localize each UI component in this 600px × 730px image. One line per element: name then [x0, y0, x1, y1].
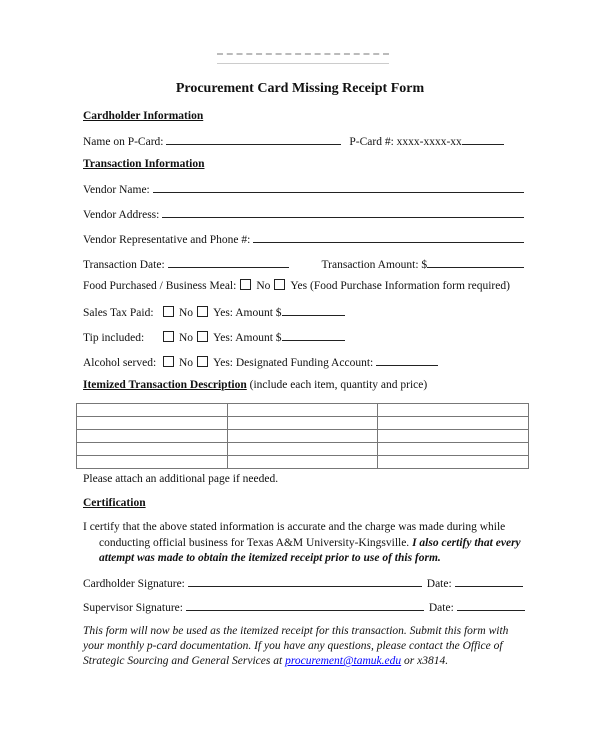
table-cell[interactable]: [77, 430, 228, 443]
cardholder-date-field[interactable]: [455, 575, 523, 587]
table-row: [77, 430, 529, 443]
table-cell[interactable]: [77, 417, 228, 430]
table-row: [77, 404, 529, 417]
cardholder-signature-field[interactable]: [188, 575, 422, 587]
table-cell[interactable]: [378, 456, 529, 469]
table-cell[interactable]: [227, 430, 378, 443]
supervisor-date-field[interactable]: [457, 599, 525, 611]
certification-heading: Certification: [83, 497, 146, 509]
food-no-checkbox[interactable]: [240, 279, 251, 290]
attach-note: Please attach an additional page if needed.: [83, 473, 279, 485]
table-row: [77, 443, 529, 456]
vendor-address-row: Vendor Address:: [83, 206, 524, 222]
date-field[interactable]: [168, 256, 289, 268]
table-cell[interactable]: [378, 430, 529, 443]
name-row: Name on P-Card: P-Card #: xxxx-xxxx-xx: [83, 133, 504, 149]
itemized-table[interactable]: [76, 403, 529, 469]
tip-amount-field[interactable]: [282, 329, 345, 341]
tax-amount-field[interactable]: [282, 304, 345, 316]
alcohol-no-checkbox[interactable]: [163, 356, 174, 367]
itemized-row: Itemized Transaction Description (include each item, quantity and price): [83, 379, 428, 391]
vendor-name-field[interactable]: [153, 181, 524, 193]
cardholder-signature-row: Cardholder Signature: Date:: [83, 575, 523, 591]
tip-no-checkbox[interactable]: [163, 331, 174, 342]
tax-row: Sales Tax Paid: No Yes: Amount $: [83, 304, 345, 320]
tax-yes-checkbox[interactable]: [197, 306, 208, 317]
vendor-rep-row: Vendor Representative and Phone #:: [83, 231, 524, 247]
food-yes-checkbox[interactable]: [274, 279, 285, 290]
table-cell[interactable]: [227, 443, 378, 456]
transaction-heading: Transaction Information: [83, 158, 205, 170]
table-cell[interactable]: [227, 456, 378, 469]
date-row: Transaction Date: Transaction Amount: $: [83, 256, 524, 272]
cert-line-2: conducting official business for Texas A&M University-Kingsville. I also certify that every: [99, 537, 521, 549]
footer-line-3: Strategic Sourcing and General Services at procurement@tamuk.edu or x3814.: [83, 655, 449, 667]
alcohol-yes-checkbox[interactable]: [197, 356, 208, 367]
cert-line-3: attempt was made to obtain the itemized receipt prior to use of this form.: [99, 552, 441, 564]
table-cell[interactable]: [378, 404, 529, 417]
food-row: Food Purchased / Business Meal: No Yes (Food Purchase Information form required): [83, 280, 510, 292]
name-field[interactable]: [166, 133, 341, 145]
tip-yes-checkbox[interactable]: [197, 331, 208, 342]
cardholder-heading: Cardholder Information: [83, 110, 204, 122]
pcard-field[interactable]: [462, 133, 504, 145]
table-cell[interactable]: [227, 404, 378, 417]
logo: [217, 53, 389, 58]
vendor-rep-field[interactable]: [253, 231, 524, 243]
cert-line-1: I certify that the above stated information is accurate and the charge was made during while: [83, 521, 506, 533]
table-cell[interactable]: [77, 404, 228, 417]
footer-line-1: This form will now be used as the itemized receipt for this transaction. Submit this form with: [83, 625, 509, 637]
logo-divider: [217, 63, 389, 64]
table-cell[interactable]: [227, 417, 378, 430]
alcohol-row: Alcohol served: No Yes: Designated Funding Account:: [83, 354, 438, 370]
page-title: Procurement Card Missing Receipt Form: [175, 81, 425, 96]
amount-field[interactable]: [427, 256, 524, 268]
table-row: [77, 417, 529, 430]
table-cell[interactable]: [378, 417, 529, 430]
vendor-name-row: Vendor Name:: [83, 181, 524, 197]
table-cell[interactable]: [77, 456, 228, 469]
tip-row: Tip included: No Yes: Amount $: [83, 329, 345, 345]
table-cell[interactable]: [378, 443, 529, 456]
table-row: [77, 456, 529, 469]
supervisor-signature-field[interactable]: [186, 599, 424, 611]
footer-line-2: your monthly p-card documentation. If you have any questions, please contact the Office of: [83, 640, 503, 652]
supervisor-signature-row: Supervisor Signature: Date:: [83, 599, 525, 615]
vendor-address-field[interactable]: [162, 206, 524, 218]
tax-no-checkbox[interactable]: [163, 306, 174, 317]
email-link[interactable]: procurement@tamuk.edu: [285, 655, 402, 667]
table-cell[interactable]: [77, 443, 228, 456]
funding-account-field[interactable]: [376, 354, 438, 366]
